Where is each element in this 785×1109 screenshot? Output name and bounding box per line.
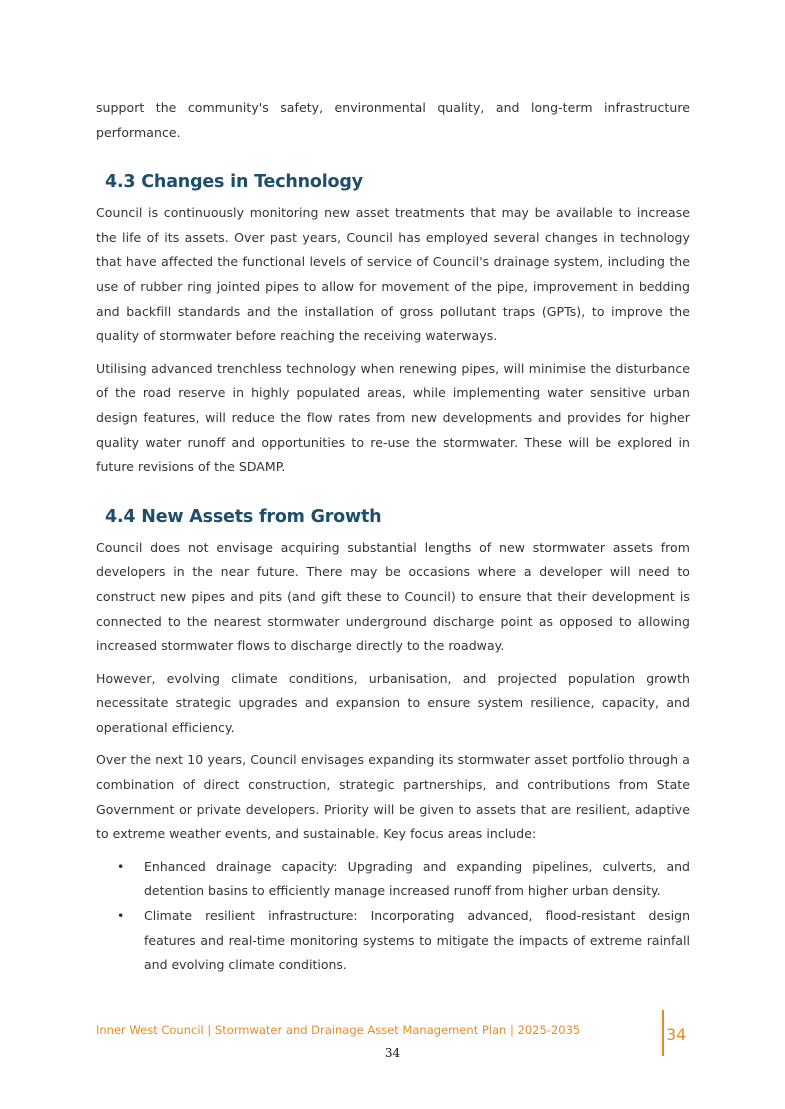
paragraph: Over the next 10 years, Council envisages expanding its stormwater asset portfolio through a combination of direct construction, strategic partnerships, and contributions from State Government or private developers. Priority will be given to assets that are resilient, adaptive to extreme weather events, and sustainable. Key focus areas include: [96, 752, 690, 842]
paragraph: Council is continuously monitoring new asset treatments that may be available to increase the life of its assets. Over past years, Council has employed several changes in technology that have affected the functional levels of service of Council's drainage system, including the use of rubber ring jointed pipes to allow for movement of the pipe, improvement in bedding and backfill standards and the installation of gross pollutant traps (GPTs), to improve the quality of stormwater before reaching the receiving waterways. [96, 205, 690, 344]
section-heading-4-4: 4.4 New Assets from Growth [105, 506, 382, 527]
document-body [96, 96, 690, 978]
bullet-icon: • [117, 908, 125, 924]
page-number: 34 [384, 1046, 401, 1060]
focus-areas-list [96, 855, 690, 978]
bullet-icon: • [117, 858, 125, 874]
list-item-text: Enhanced drainage capacity: Upgrading and expanding pipelines, culverts, and detention basins to efficiently manage increased runoff from higher urban density. [144, 858, 690, 899]
list-item [96, 855, 690, 904]
paragraph: Utilising advanced trenchless technology when renewing pipes, will minimise the disturbance of the road reserve in highly populated areas, while implementing water sensitive urban design features, will reduce the flow rates from new developments and provides for higher quality water runoff and opportunities to re-use the stormwater. These will be explored in future revisions of the SDAMP. [96, 360, 690, 475]
section-heading-4-3: 4.3 Changes in Technology [105, 172, 363, 193]
footer-page-number: 34 [666, 1025, 687, 1044]
intro-paragraph: support the community's safety, environmental quality, and long-term infrastructure performance. [96, 100, 690, 140]
list-item [96, 904, 690, 978]
footer-title: Inner West Council | Stormwater and Drainage Asset Management Plan | 2025-2035 [96, 1023, 581, 1037]
paragraph: However, evolving climate conditions, urbanisation, and projected population growth necessitate strategic upgrades and expansion to ensure system resilience, capacity, and operational efficiency. [96, 670, 690, 735]
paragraph: Council does not envisage acquiring substantial lengths of new stormwater assets from developers in the near future. There may be occasions where a developer will need to construct new pipes and pits (and gift these to Council) to ensure that their development is connected to the nearest stormwater underground discharge point as opposed to allowing increased stormwater flows to discharge directly to the roadway. [96, 539, 690, 654]
list-item-text: Climate resilient infrastructure: Incorporating advanced, flood-resistant design features and real-time monitoring systems to mitigate the impacts of extreme rainfall and evolving climate conditions. [144, 908, 690, 973]
